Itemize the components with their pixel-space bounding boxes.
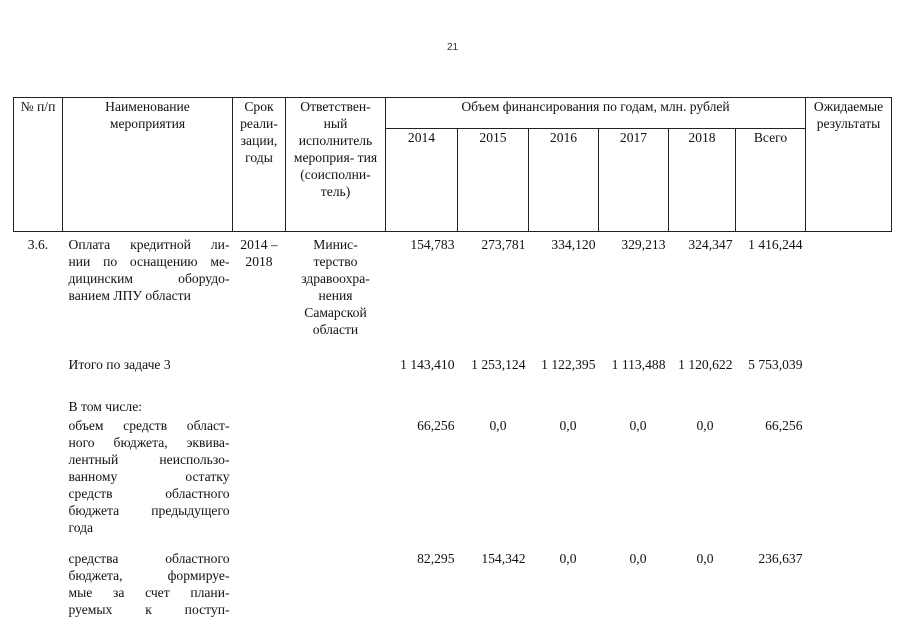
row-executor <box>286 415 386 536</box>
header-executor: Ответствен- ный исполнитель мероприя- тия (соисполни- тель) <box>286 98 386 232</box>
value-total: 236,637 <box>758 551 803 566</box>
row-results <box>806 232 892 339</box>
row-term <box>233 536 286 618</box>
value-2017: 0,0 <box>629 418 647 433</box>
row-results <box>806 415 892 536</box>
header-number: № п/п <box>14 98 63 232</box>
value-2014 <box>386 373 458 415</box>
header-year-total: Всего <box>736 129 806 232</box>
value-2015: 273,781 <box>481 237 526 252</box>
row-executor <box>286 536 386 618</box>
row-name: В том числе: <box>68 399 143 414</box>
table-row <box>14 415 892 536</box>
row-results <box>806 338 892 373</box>
row-results <box>806 536 892 618</box>
row-term <box>233 415 286 536</box>
value-2015 <box>458 373 529 415</box>
value-total: 1 416,244 <box>748 237 803 252</box>
value-2018: 1 120,622 <box>678 357 733 372</box>
header-year-2014: 2014 <box>386 129 458 232</box>
table-row <box>14 338 892 373</box>
value-2017: 1 113,488 <box>611 357 666 372</box>
value-2018: 0,0 <box>696 551 714 566</box>
value-2014: 1 143,410 <box>400 357 455 372</box>
value-2016: 1 122,395 <box>541 357 596 372</box>
value-2014: 82,295 <box>417 551 455 566</box>
value-2016: 0,0 <box>559 418 577 433</box>
row-number: 3.6. <box>27 237 49 252</box>
header-volume: Объем финансирования по годам, млн. рублей <box>386 98 806 129</box>
row-name: Итого по задаче 3 <box>68 357 171 372</box>
value-total <box>736 373 806 415</box>
row-name: объем средств област- ного бюджета, эквива- лентный неиспользо- ванному остатку средств областного бюджета предыдущего года <box>68 418 230 535</box>
value-2015: 154,342 <box>481 551 526 566</box>
row-executor <box>286 373 386 415</box>
header-term: Срок реали- зации, годы <box>233 98 286 232</box>
row-term: 2014 – 2018 <box>240 237 278 269</box>
row-number <box>14 415 63 536</box>
row-number <box>14 536 63 618</box>
header-year-2016: 2016 <box>529 129 599 232</box>
row-executor: Минис- терство здравоохра- нения Самарской области <box>301 237 370 337</box>
row-number <box>14 338 63 373</box>
header-name: Наименование мероприятия <box>63 98 233 232</box>
header-year-2017: 2017 <box>599 129 669 232</box>
table-row <box>14 536 892 618</box>
value-2015: 0,0 <box>489 418 507 433</box>
value-total: 66,256 <box>765 418 803 433</box>
value-2018 <box>669 373 736 415</box>
row-term <box>233 373 286 415</box>
row-number <box>14 373 63 415</box>
table-row <box>14 232 892 339</box>
value-2018: 0,0 <box>696 418 714 433</box>
header-year-2015: 2015 <box>458 129 529 232</box>
row-term <box>233 338 286 373</box>
header-results: Ожидаемые результаты <box>806 98 892 232</box>
page-number: 21 <box>446 42 459 53</box>
table-row <box>14 373 892 415</box>
value-2016: 0,0 <box>559 551 577 566</box>
value-2016: 334,120 <box>551 237 596 252</box>
value-2017 <box>599 373 669 415</box>
header-year-2018: 2018 <box>669 129 736 232</box>
value-2018: 324,347 <box>688 237 733 252</box>
value-2014: 66,256 <box>417 418 455 433</box>
value-2016 <box>529 373 599 415</box>
value-2015: 1 253,124 <box>471 357 526 372</box>
row-executor <box>286 338 386 373</box>
row-name: средства областного бюджета, формируе- мые за счет плани- руемых к поступ- <box>68 551 230 617</box>
financing-table <box>13 97 892 618</box>
value-total: 5 753,039 <box>748 357 803 372</box>
row-results <box>806 373 892 415</box>
value-2017: 329,213 <box>621 237 666 252</box>
row-name: Оплата кредитной ли- нии по оснащению ме- дицинским оборудо- ванием ЛПУ области <box>68 237 230 303</box>
value-2017: 0,0 <box>629 551 647 566</box>
value-2014: 154,783 <box>410 237 455 252</box>
